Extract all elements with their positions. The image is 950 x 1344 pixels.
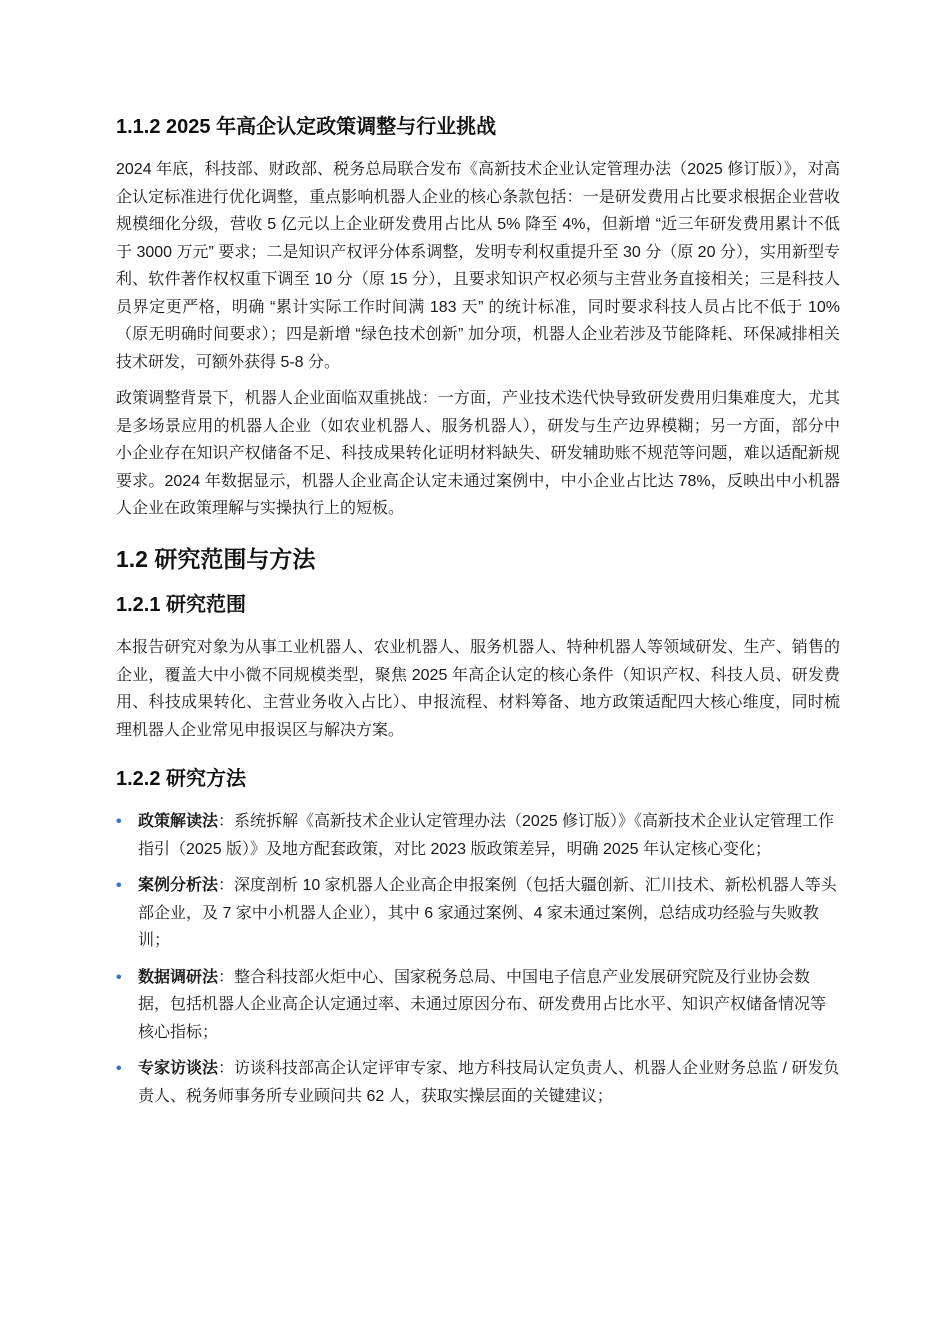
heading-1-1-2: 1.1.2 2025 年高企认定政策调整与行业挑战: [116, 116, 497, 138]
heading-1-2: 1.2 研究范围与方法: [116, 545, 316, 572]
research-methods-list: [116, 808, 840, 1110]
method-term: 案例分析法: [138, 877, 219, 895]
method-term: 数据调研法: [138, 968, 219, 986]
method-description: ：深度剖析 10 家机器人企业高企申报案例（包括大疆创新、汇川技术、新松机器人等头部企业，及 7 家中小机器人企业），其中 6 家通过案例、4 家未通过案例，总结成功经验与失败教训；: [138, 877, 837, 950]
list-item: [116, 1055, 840, 1110]
bullet-icon: •: [116, 968, 122, 986]
bullet-icon: •: [116, 877, 122, 895]
paragraph-industry-challenges: 政策调整背景下，机器人企业面临双重挑战：一方面，产业技术迭代快导致研发费用归集难度大，尤其是多场景应用的机器人企业（如农业机器人、服务机器人），研发与生产边界模糊；另一方面，部分中小企业存在知识产权储备不足、科技成果转化证明材料缺失、研发辅助账不规范等问题，难以适配新规要求。2024 年数据显示，机器人企业高企认定未通过案例中，中小企业占比达 78%，反映出中小机器人企业在政策理解与实操执行上的短板。: [116, 390, 840, 517]
method-term: 政策解读法: [138, 813, 219, 831]
paragraph-research-scope: 本报告研究对象为从事工业机器人、农业机器人、服务机器人、特种机器人等领域研发、生产、销售的企业，覆盖大中小微不同规模类型，聚焦 2025 年高企认定的核心条件（知识产权、科技人员、研发费用、科技成果转化、主营业务收入占比）、申报流程、材料筹备、地方政策适配四大核心维度，同时梳理机器人企业常见申报误区与解决方案。: [116, 639, 840, 739]
paragraph-policy-adjustment: 2024 年底，科技部、财政部、税务总局联合发布《高新技术企业认定管理办法（2025 修订版）》，对高企认定标准进行优化调整，重点影响机器人企业的核心条款包括：一是研发费用占比要求根据企业营收规模细化分级，营收 5 亿元以上企业研发费用占比从 5% 降至 4%，但新增 “近三年研发费用累计不低于 3000 万元” 要求；二是知识产权评分体系调整，发明专利权重提升至 30 分（原 20 分），实用新型专利、软件著作权权重下调至 10 分（原 15 分），且要求知识产权必须与主营业务直接相关；三是科技人员界定更严格，明确 “累计实际工作时间满 183 天” 的统计标准，同时要求科技人员占比不低于 10%（原无明确时间要求）；四是新增 “绿色技术创新” 加分项，机器人企业若涉及节能降耗、环保减排相关技术研发，可额外获得 5-8 分。: [116, 161, 840, 371]
method-description: ：整合科技部火炬中心、国家税务总局、中国电子信息产业发展研究院及行业协会数据，包括机器人企业高企认定通过率、未通过原因分布、研发费用占比水平、知识产权储备情况等核心指标；: [138, 968, 827, 1041]
list-item: [116, 964, 840, 1047]
heading-1-2-2: 1.2.2 研究方法: [116, 768, 247, 791]
heading-1-2-1: 1.2.1 研究范围: [116, 594, 247, 617]
method-description: ：访谈科技部高企认定评审专家、地方科技局认定负责人、机器人企业财务总监 / 研发负责人、税务师事务所专业顾问共 62 人，获取实操层面的关键建议；: [138, 1060, 840, 1105]
list-item: [116, 872, 840, 955]
bullet-icon: •: [116, 813, 122, 831]
method-term: 专家访谈法: [138, 1060, 219, 1078]
list-item: [116, 808, 840, 863]
bullet-icon: •: [116, 1060, 122, 1078]
method-description: ：系统拆解《高新技术企业认定管理办法（2025 修订版）》《高新技术企业认定管理工作指引（2025 版）》及地方配套政策，对比 2023 版政策差异，明确 2025 年认定核心变化；: [138, 813, 835, 858]
